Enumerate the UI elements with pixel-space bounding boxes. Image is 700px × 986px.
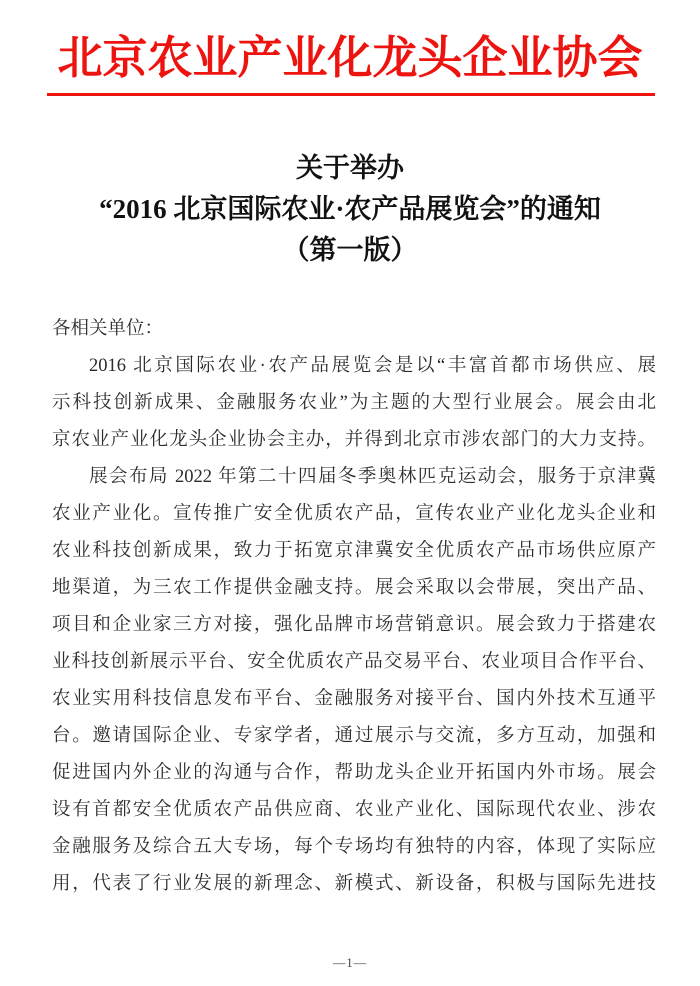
title-line-2: “2016 北京国际农业·农产品展览会”的通知 (99, 194, 601, 224)
document-body (52, 311, 656, 903)
body-line: 台。邀请国际企业、专家学者，通过展示与交流，多方互动，加强和 (52, 726, 656, 746)
body-line: 项目和企业家三方对接，强化品牌市场营销意识。展会致力于搭建农 (52, 615, 656, 635)
title-line-1: 关于举办 (296, 153, 404, 183)
body-line: 地渠道，为三农工作提供金融支持。展会采取以会带展，突出产品、 (52, 578, 656, 598)
body-line: 展会布局 2022 年第二十四届冬季奥林匹克运动会，服务于京津冀 (89, 467, 656, 487)
body-line: 促进国内外企业的沟通与合作，帮助龙头企业开拓国内外市场。展会 (52, 763, 656, 783)
body-line: 示科技创新成果、金融服务农业”为主题的大型行业展会。展会由北 (52, 393, 656, 413)
document-title (0, 148, 700, 271)
paragraphs (52, 348, 656, 903)
body-line: 业科技创新展示平台、安全优质农产品交易平台、农业项目合作平台、 (52, 652, 656, 672)
body-line: 金融服务及综合五大专场，每个专场均有独特的内容，体现了实际应 (52, 837, 656, 857)
body-line: 农业实用科技信息发布平台、金融服务对接平台、国内外技术互通平 (52, 689, 656, 709)
body-line: 2016 北京国际农业·农产品展览会是以“丰富首都市场供应、展 (89, 356, 656, 376)
letterhead-rule (47, 93, 655, 96)
salutation: 各相关单位： (52, 319, 164, 339)
body-line: 用，代表了行业发展的新理念、新模式、新设备，积极与国际先进技 (52, 874, 656, 894)
body-line: 京农业产业化龙头企业协会主办，并得到北京市涉农部门的大力支持。 (52, 430, 656, 450)
body-line: 农业科技创新成果，致力于拓宽京津冀安全优质农产品市场供应原产 (52, 541, 656, 561)
page-number: —1— (332, 956, 368, 970)
title-line-3: （第一版） (282, 235, 418, 265)
body-line: 农业产业化。宣传推广安全优质农产品，宣传农业产业化龙头企业和 (52, 504, 656, 524)
letterhead-org-name: 北京农业产业化龙头企业协会 (57, 33, 643, 83)
body-line: 设有首都安全优质农产品供应商、农业产业化、国际现代农业、涉农 (52, 800, 656, 820)
